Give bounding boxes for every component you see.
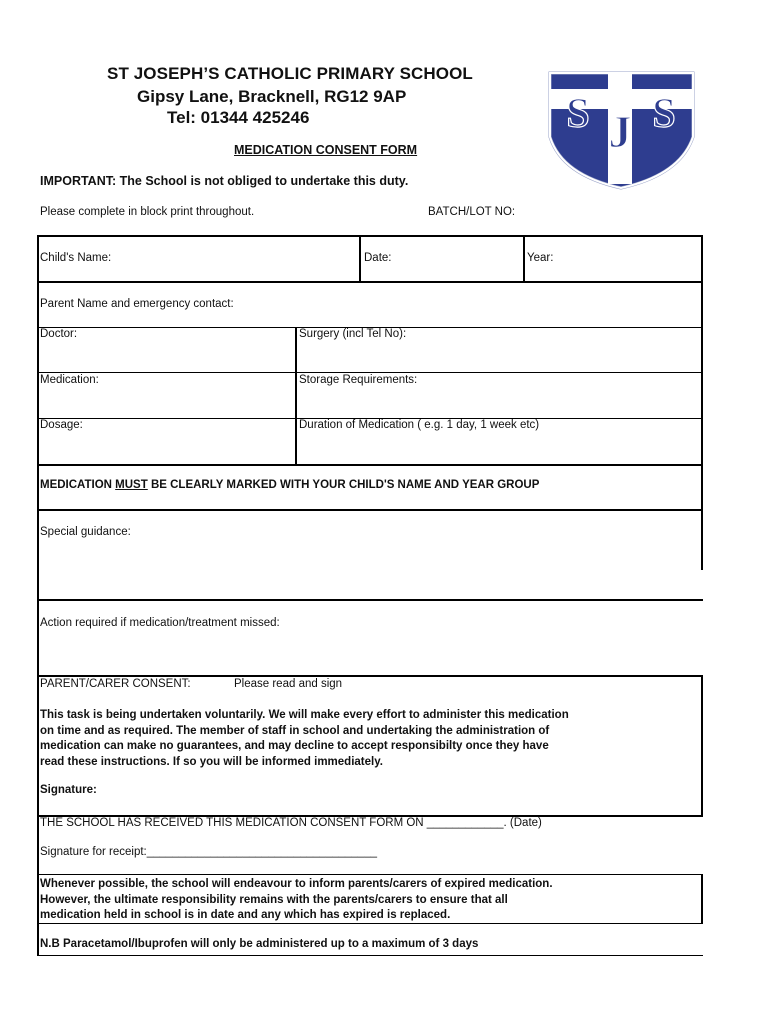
consent-line: This task is being undertaken voluntarily. We will make every effort to administer this medication — [40, 709, 569, 721]
duration-field[interactable]: Duration of Medication ( e.g. 1 day, 1 week etc) — [299, 419, 540, 431]
must-label-notice: MEDICATION MUST BE CLEARLY MARKED WITH YOUR CHILD'S NAME AND YEAR GROUP — [40, 479, 540, 491]
paracetamol-note: N.B Paracetamol/Ibuprofen will only be administered up to a maximum of 3 days — [40, 938, 479, 950]
medication-field[interactable]: Medication: — [40, 374, 99, 386]
consent-label: PARENT/CARER CONSENT: — [40, 678, 191, 690]
consent-line: on time and as required. The member of staff in school and undertaking the administration of — [40, 724, 550, 737]
storage-field[interactable]: Storage Requirements: — [299, 374, 418, 386]
school-address: Gipsy Lane, Bracknell, RG12 9AP — [137, 87, 407, 106]
school-telephone: Tel: 01344 425246 — [167, 108, 310, 127]
expired-medication-notice — [40, 877, 553, 924]
important-notice: IMPORTANT: The School is not obliged to undertake this duty. — [40, 174, 409, 188]
consent-statement — [40, 708, 569, 770]
consent-instruction: Please read and sign — [234, 678, 343, 690]
school-crest-logo — [540, 67, 703, 192]
date-field[interactable]: Date: — [364, 252, 392, 264]
surgery-field[interactable]: Surgery (incl Tel No): — [299, 328, 407, 340]
svg-text:J: J — [608, 106, 632, 157]
receipt-signature-field[interactable]: Signature for receipt:____________________________________ — [40, 846, 377, 858]
instruction-text: Please complete in block print throughout. — [40, 206, 255, 218]
svg-text:S: S — [566, 91, 590, 137]
action-missed-field[interactable]: Action required if medication/treatment missed: — [40, 617, 280, 629]
school-name: ST JOSEPH’S CATHOLIC PRIMARY SCHOOL — [107, 64, 473, 83]
expiry-line: Whenever possible, the school will endeavour to inform parents/carers of expired medication. — [40, 878, 553, 890]
special-guidance-field[interactable]: Special guidance: — [40, 526, 131, 538]
form-title: MEDICATION CONSENT FORM — [234, 143, 418, 157]
expiry-line: medication held in school is in date and any which has expired is replaced. — [40, 909, 451, 921]
expiry-line: However, the ultimate responsibility remains with the parents/carers to ensure that all — [40, 893, 508, 906]
child-name-field[interactable]: Child's Name: — [40, 252, 112, 264]
svg-text:S: S — [652, 91, 676, 137]
school-received-line[interactable]: THE SCHOOL HAS RECEIVED THIS MEDICATION CONSENT FORM ON ____________. (Date) — [40, 817, 542, 829]
batch-lot-label: BATCH/LOT NO: — [428, 206, 516, 218]
dosage-field[interactable]: Dosage: — [40, 419, 83, 431]
signature-field[interactable]: Signature: — [40, 784, 97, 796]
consent-line: medication can make no guarantees, and may decline to accept responsibilty once they have — [40, 740, 549, 752]
doctor-field[interactable]: Doctor: — [40, 328, 78, 340]
year-field[interactable]: Year: — [527, 252, 554, 264]
consent-line: read these instructions. If so you will be informed immediately. — [40, 755, 383, 768]
parent-contact-field[interactable]: Parent Name and emergency contact: — [40, 298, 234, 310]
